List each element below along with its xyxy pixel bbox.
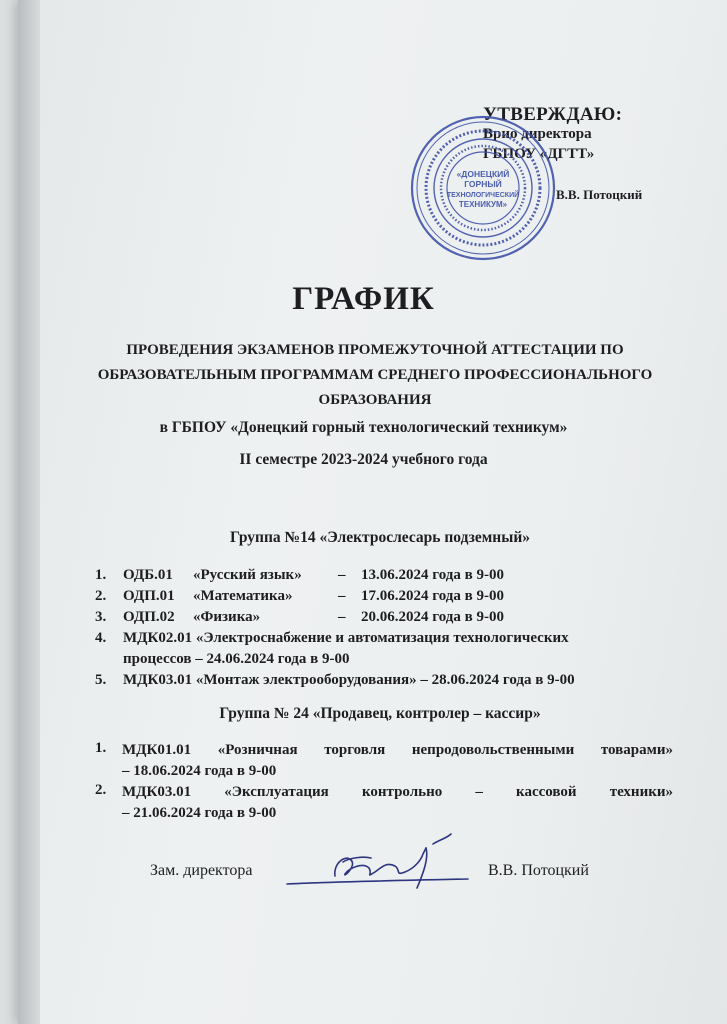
- item-subject: «Математика»: [193, 588, 293, 604]
- stamp-line-1: «ДОНЕЦКИЙ: [456, 169, 510, 179]
- item-number: 1.: [95, 567, 107, 583]
- item-code: ОДБ.01: [123, 567, 173, 583]
- footer-position: Зам. директора: [150, 862, 253, 879]
- item-subject: «Русский язык»: [193, 567, 302, 583]
- handwritten-signature-icon: [283, 832, 473, 902]
- group1-heading: Группа №14 «Электрослесарь подземный»: [229, 529, 531, 546]
- item-text-line: [122, 740, 673, 761]
- item-text-line: – 18.06.2024 года в 9-00: [122, 763, 277, 779]
- word: товарами»: [600, 742, 673, 758]
- list-item-continuation: процессов – 24.06.2024 года в 9-00: [123, 651, 350, 667]
- item-text-line: – 21.06.2024 года в 9-00: [122, 805, 277, 821]
- subtitle-line-3: ОБРАЗОВАНИЯ: [318, 392, 432, 408]
- document-title: ГРАФИК: [292, 281, 435, 317]
- word: МДК01.01: [122, 742, 192, 758]
- item-number: 2.: [95, 782, 107, 798]
- stamp-line-3: ТЕХНОЛОГИЧЕСКИЙ: [446, 192, 520, 199]
- list-item: [95, 672, 675, 693]
- approval-institution: ГБПОУ «ДГТТ»: [483, 146, 595, 162]
- word: МДК03.01: [122, 784, 192, 800]
- footer-name: В.В. Потоцкий: [488, 862, 589, 879]
- word: «Эксплуатация: [224, 784, 329, 800]
- item-text-line: [122, 782, 673, 803]
- list-item: [95, 630, 675, 651]
- item-number: 5.: [95, 672, 107, 688]
- word: –: [475, 784, 483, 800]
- document-subtitle: [90, 338, 660, 413]
- word: торговля: [324, 742, 386, 758]
- word: непродовольственными: [411, 742, 575, 758]
- approval-position: Врио директора: [483, 126, 592, 142]
- list-item: [95, 782, 673, 824]
- list-item: [95, 609, 675, 630]
- item-code: ОДП.01: [123, 588, 175, 604]
- group2-exam-list: [95, 740, 673, 824]
- item-text: МДК02.01 «Электроснабжение и автоматизация технологических: [123, 630, 569, 646]
- item-number: 1.: [95, 740, 107, 756]
- item-date: 20.06.2024 года в 9-00: [361, 609, 504, 625]
- word: контрольно: [361, 784, 443, 800]
- item-date: 17.06.2024 года в 9-00: [361, 588, 504, 604]
- institution-name: в ГБПОУ «Донецкий горный технологический техникум»: [159, 419, 568, 436]
- list-item: [95, 567, 675, 588]
- word: техники»: [609, 784, 673, 800]
- stamp-line-4: ТЕХНИКУМ»: [458, 200, 508, 209]
- item-dash: –: [338, 609, 346, 625]
- item-number: 4.: [95, 630, 107, 646]
- list-item: [95, 588, 675, 609]
- word: кассовой: [516, 784, 577, 800]
- word: «Розничная: [217, 742, 298, 758]
- item-code: ОДП.02: [123, 609, 175, 625]
- item-date: 13.06.2024 года в 9-00: [361, 567, 504, 583]
- group1-exam-list: [95, 567, 675, 693]
- item-text: МДК03.01 «Монтаж электрооборудования» – 28.06.2024 года в 9-00: [123, 672, 575, 688]
- item-number: 3.: [95, 609, 107, 625]
- item-number: 2.: [95, 588, 107, 604]
- subtitle-line-2: ОБРАЗОВАТЕЛЬНЫМ ПРОГРАММАМ СРЕДНЕГО ПРОФЕССИОНАЛЬНОГО: [97, 367, 653, 383]
- item-subject: «Физика»: [193, 609, 261, 625]
- page-edge: [18, 0, 40, 1024]
- approval-signatory: В.В. Потоцкий: [556, 187, 643, 202]
- stamp-line-2: ГОРНЫЙ: [464, 179, 502, 189]
- item-dash: –: [338, 588, 346, 604]
- list-item: [95, 740, 673, 782]
- item-dash: –: [338, 567, 346, 583]
- subtitle-line-1: ПРОВЕДЕНИЯ ЭКЗАМЕНОВ ПРОМЕЖУТОЧНОЙ АТТЕСТАЦИИ ПО: [126, 342, 624, 358]
- approval-title: УТВЕРЖДАЮ:: [483, 104, 623, 125]
- group2-heading: Группа № 24 «Продавец, контролер – кассир»: [219, 705, 541, 722]
- semester-label: II семестре 2023-2024 учебного года: [239, 451, 488, 468]
- official-stamp-icon: [408, 113, 558, 263]
